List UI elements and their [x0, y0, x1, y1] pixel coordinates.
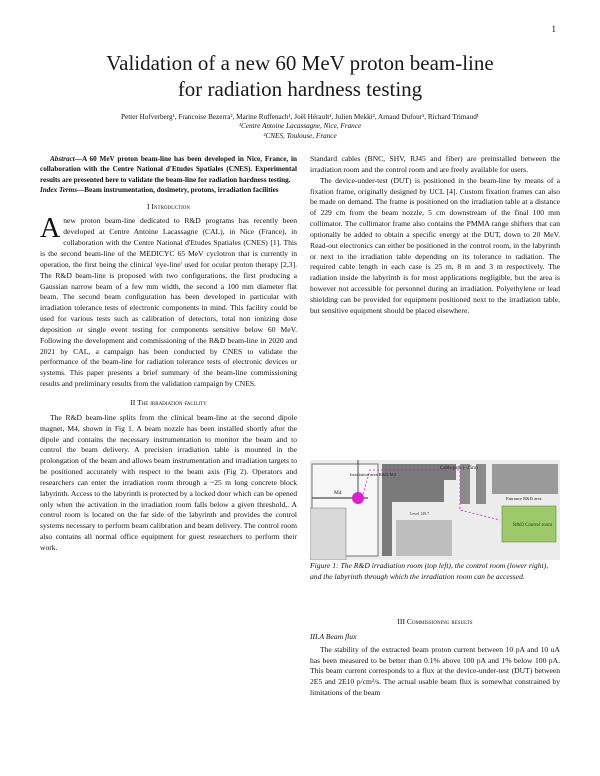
- right-column-bottom: [310, 611, 560, 699]
- section-1-heading: I Introduction: [146, 201, 191, 211]
- index-terms-label: Index Terms: [40, 186, 78, 195]
- figure-1-caption: Figure 1: The R&D irradiation room (top left), the control room (lower right), and the labyrinth through which the irradiation room can be accessed.: [310, 561, 549, 581]
- section-3a-body: The stability of the extracted beam proton current between 10 pA and 10 uA has been measured to be better than 0.1% above 100 pA and 1% below 100 pA. This beam current corresponds to a flux at the device-under-test (DUT) between 2E5 and 2E10 p/cm²/s. The actual usable beam flux is somewhat constrained by limitations of the beam: [310, 644, 560, 698]
- section-3-heading: III Commissioning results: [397, 617, 473, 626]
- left-column: [40, 154, 297, 554]
- affiliation-1: ¹Centre Antoine Lacassagne, Nice, France: [238, 122, 362, 130]
- index-terms-text: —Beam instrumentation, dosimetry, protons, irradiation facilities: [77, 186, 279, 195]
- label-irradiation-area: Irradiation area R&D M4: [350, 472, 396, 477]
- right-paragraph-2: The device-under-test (DUT) is positioned in the beam-line by means of a fixation frame, originally designed by UCL [4]. Custom fixation frames can also be made on demand. The frame is positioned on the irradiation table at a distance of 229 cm from the beam nozzle, 5 cm downstream of the final 100 mm collimator. The collimator frame also contains the PMMA range shifters that can optionally be added to obtain a specific energy at the DUT, down to 20 MeV. Read-out electronics can either be positioned in the control room, in the labyrinth or next to the irradiation table depending on its tolerance to radiation. The required cable length in each case is 25 m, 8 m and 3 m respectively. The radiation inside the labyrinth is for most applications negligible, but the area is however not accessible for personnel during an irradiation. Polyethylene or lead shielding can be provided for equipment positioned next to the irradiation table, but sensitive equipment should be placed elsewhere.: [310, 175, 560, 315]
- corridor-block: [396, 520, 452, 556]
- labyrinth-wall-5: [492, 464, 558, 494]
- label-control-room: R&D Control room: [513, 523, 553, 528]
- label-entrance: Entrance R&D area: [506, 496, 542, 501]
- affiliation-2: ²CNES, Toulouse, France: [263, 132, 337, 140]
- right-column-top: [310, 154, 560, 317]
- title-line-1: Validation of a new 60 MeV proton beam-line: [106, 51, 494, 75]
- title-line-2: for radiation hardness testing: [177, 77, 423, 101]
- section-3a-heading: III.A Beam flux: [310, 631, 357, 641]
- abstract: [40, 154, 297, 185]
- abstract-text: —A 60 MeV proton beam-line has been developed in Nice, France, in collaboration with the Centre National d'Etudes Spatiales (CNES). Experimental results are presented here to validate the beam-line for radiation hardness testing.: [40, 155, 297, 184]
- shield-block: [310, 508, 346, 560]
- labyrinth-wall-6: [382, 502, 392, 556]
- paper-title: [40, 50, 560, 102]
- section-2-heading: II The irradiation facility: [130, 397, 207, 407]
- page-number: 1: [551, 24, 556, 34]
- section-2-body: The R&D beam-line splits from the clinical beam-line at the second dipole magnet, M4, shown in Fig 1. A beam nozzle has been installed shortly after the dipole and contains the necessary instrumentation to monitor the beam and to control the beam delivery. A precision irradiation table is mounted in the prolongation of the beam and allows beam instrumentation and irradiation targets to be positioned accurately with respect to the beam axis (Fig 2). Operators and researchers can enter the irradiation room through a ~25 m long concrete block labyrinth. Access to the labyrinth is protected by a locked door which can be opened only when the activation in the irradiation room falls below a given threshold,. A control room is located on the far side of the labyrinth and provides the control systems necessary to perform beam calibration and beam delivery. The control room also contains all normal office equipment for guest researchers to perform their work.: [40, 412, 297, 552]
- index-terms: [40, 185, 297, 195]
- section-1-body: [40, 213, 297, 390]
- label-m4: M4: [334, 490, 342, 496]
- label-level: Level 149.7: [410, 511, 430, 516]
- abstract-label: Abstract: [50, 155, 75, 163]
- label-cable-path: Cable path (~25m): [440, 466, 478, 471]
- author-list: Petter Hofverberg¹, Francoise Bezerra², Marine Ruffenach¹, Joël Hérault¹, Julien Mekki², Arnaud Dufour¹, Richard Trimaud¹: [121, 113, 479, 121]
- drop-cap: A: [40, 213, 61, 245]
- floor-plan-diagram: [310, 460, 560, 560]
- figure-1: [310, 460, 560, 560]
- right-paragraph-1: Standard cables (BNC, SHV, RJ45 and fiber) are preinstalled between the irradiation room and the control room and are freely available for users.: [310, 154, 560, 174]
- section-1-text: new proton beam-line dedicated to R&D programs has recently been developed at Centre Antoine Lacassagne (CAL), in Nice (France), in collaboration with the Centre National d'Etudes Spatiales (CNES) [1]. This is the second beam-line of the MEDICYC 65 MeV cyclotron that is currently in operation, the first being the clinical 'eye-line' used for ocular proton therapy [2,3]. The R&D beam-line is proposed with two configurations, the first producing a Gaussian narrow beam of a few mm width, the second a 100 mm diameter flat beam. The second beam configuration has been developed in particular with irradiation tolerance tests of electronic components in mind. This facility could be used for various tests such as calibration of detectors, total non ionizing dose deposition or single event testing for components sensitive below 60 MeV. Following the development and commissioning of the R&D beam-line in 2020 and 2021 by CAL, a campaign has been conducted by CNES to validate the performance of the beam-line for radiation tolerance tests of electronic devices or systems. This paper presents a brief summary of the beam-line commissioning results and preliminary results from the validation campaign by CNES.: [40, 216, 297, 389]
